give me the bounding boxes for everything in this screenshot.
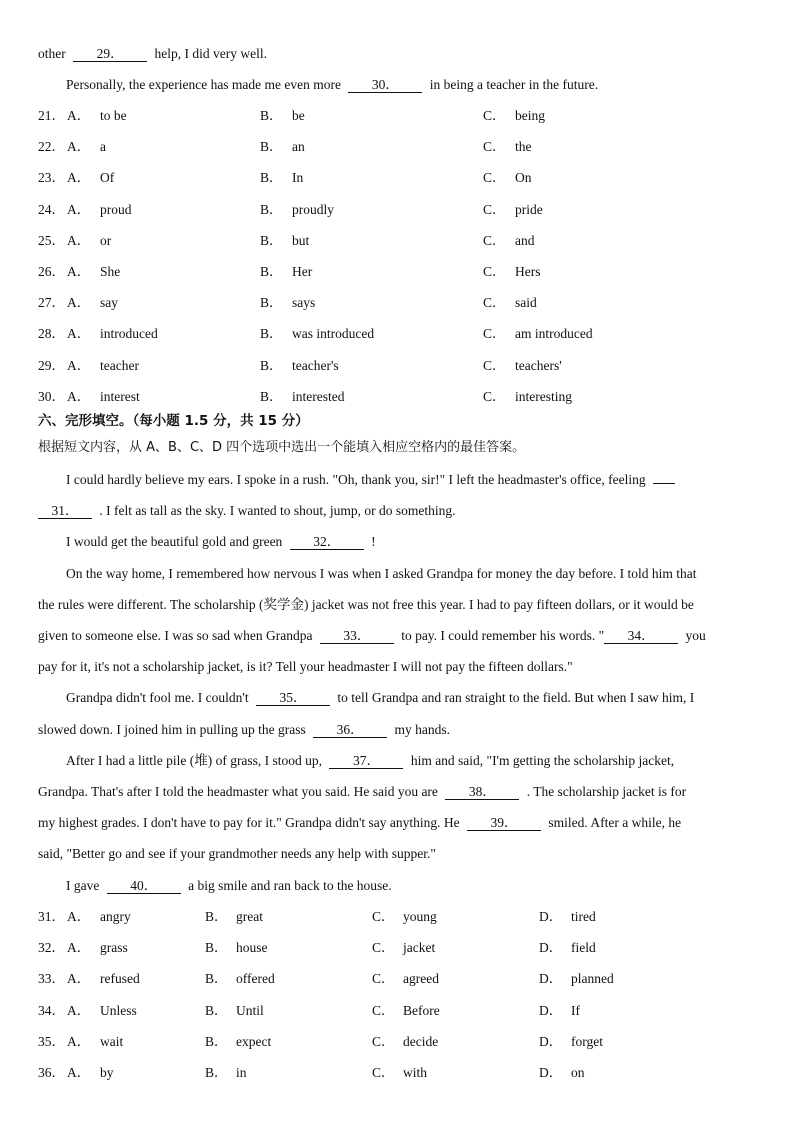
answer-blank-37: 37． — [329, 753, 403, 769]
option-a-text: interest — [100, 388, 140, 404]
passage-text: in being a teacher in the future. — [429, 77, 599, 92]
option-c-label: C． — [483, 108, 506, 123]
passage-line: said, "Better go and see if your grandmother needs any help with supper." — [38, 846, 436, 861]
passage-text: to pay. I could remember his words. " — [401, 628, 605, 643]
passage-text: After I had a little pile (堆) of grass, I stood up, — [66, 753, 323, 768]
question-number: 25． — [38, 232, 65, 248]
passage-text: slowed down. I joined him in pulling up the grass — [38, 722, 306, 737]
option-a-label: A． — [67, 170, 91, 186]
passage-line: pay for it, it's not a scholarship jacket, is it? Tell your headmaster I will not pay the fifteen dollars." — [38, 659, 573, 674]
option-c-text: teachers' — [515, 357, 562, 373]
option-a-label: A． — [67, 357, 91, 373]
option-c-text: with — [403, 1065, 428, 1080]
question-options-row — [38, 970, 758, 988]
option-c-label: C． — [372, 971, 395, 987]
question-number: 28． — [38, 326, 65, 342]
question-options-row — [38, 232, 758, 250]
option-c-label: C． — [483, 388, 506, 404]
option-c-label: C． — [483, 170, 506, 186]
option-a-label: A． — [67, 201, 91, 217]
option-b-text: interested — [292, 388, 345, 404]
passage-line — [66, 752, 754, 770]
option-b-label: B． — [205, 1002, 228, 1018]
option-c-text: jacket — [403, 940, 436, 956]
question-number: 24． — [38, 201, 65, 217]
option-d-text: If — [571, 1002, 580, 1018]
option-a-label: A． — [67, 108, 91, 123]
answer-blank-39: 39． — [467, 815, 541, 831]
option-a-label: A． — [67, 1065, 91, 1080]
question-number: 22． — [38, 139, 65, 155]
question-options-row — [38, 201, 758, 219]
option-c-label: C． — [483, 232, 506, 248]
question-options-row — [38, 325, 758, 343]
option-a-label: A． — [67, 264, 91, 279]
option-b-text: house — [236, 940, 268, 956]
passage-text: . The scholarship jacket is for — [526, 784, 687, 799]
option-b-label: B． — [260, 139, 283, 155]
answer-blank-32: 32． — [290, 534, 364, 550]
passage-line — [66, 471, 754, 489]
option-b-label: B． — [260, 357, 283, 373]
option-a-text: She — [100, 264, 121, 279]
answer-blank-34: 34． — [604, 628, 678, 644]
passage-line — [66, 76, 754, 94]
option-b-label: B． — [260, 295, 283, 311]
passage-text: him and said, "I'm getting the scholarship jacket, — [410, 753, 675, 768]
passage-text: my highest grades. I don't have to pay for it." Grandpa didn't say anything. He — [38, 815, 460, 830]
answer-blank-31: 31． — [38, 503, 92, 519]
option-a-label: A． — [67, 232, 91, 248]
option-c-text: On — [515, 170, 532, 186]
question-number: 31． — [38, 909, 65, 924]
option-b-text: offered — [236, 971, 275, 987]
option-c-text: said — [515, 295, 537, 311]
option-d-text: forget — [571, 1033, 603, 1049]
passage-line — [38, 502, 754, 520]
option-b-text: proudly — [292, 201, 334, 217]
passage-text: I gave — [66, 878, 100, 893]
option-c-text: pride — [515, 201, 543, 217]
passage-text: to tell Grandpa and ran straight to the field. But when I saw him, I — [337, 690, 695, 705]
question-number: 34． — [38, 1002, 65, 1018]
option-c-label: C． — [483, 295, 506, 311]
option-d-label: D． — [539, 1033, 563, 1049]
option-b-label: B． — [260, 232, 283, 248]
answer-blank-31-start — [653, 483, 675, 484]
option-a-text: grass — [100, 940, 128, 956]
answer-blank-29: 29． — [73, 46, 147, 62]
option-a-text: Of — [100, 170, 115, 186]
option-c-text: the — [515, 139, 532, 155]
option-b-text: but — [292, 232, 310, 248]
option-b-label: B． — [260, 170, 283, 186]
question-options-row — [38, 908, 758, 926]
option-b-text: says — [292, 295, 316, 311]
option-c-label: C． — [372, 1002, 395, 1018]
passage-text: Grandpa didn't fool me. I couldn't — [66, 690, 249, 705]
option-c-text: and — [515, 232, 535, 248]
question-number: 33． — [38, 971, 65, 987]
passage-text: smiled. After a while, he — [548, 815, 682, 830]
question-options-row — [38, 169, 758, 187]
option-d-label: D． — [539, 909, 563, 924]
option-b-label: B． — [205, 909, 228, 924]
question-number: 27． — [38, 295, 65, 311]
question-number: 30． — [38, 388, 65, 404]
passage-line — [38, 783, 754, 801]
passage-text: . I felt as tall as the sky. I wanted to shout, jump, or do something. — [99, 503, 456, 518]
option-a-text: refused — [100, 971, 140, 987]
answer-blank-33: 33． — [320, 628, 394, 644]
option-a-text: to be — [100, 108, 127, 123]
passage-text: Grandpa. That's after I told the headmaster what you said. He said you are — [38, 784, 438, 799]
option-c-label: C． — [483, 201, 506, 217]
question-options-row — [38, 388, 758, 406]
option-b-text: be — [292, 108, 305, 123]
passage-line: On the way home, I remembered how nervous I was when I asked Grandpa for money the day before. I told him that — [66, 566, 697, 581]
option-b-text: in — [236, 1065, 247, 1080]
option-d-label: D． — [539, 940, 563, 956]
option-d-text: planned — [571, 971, 614, 987]
passage-text: given to someone else. I was so sad when Grandpa — [38, 628, 313, 643]
option-c-text: young — [403, 909, 437, 924]
option-c-text: Before — [403, 1002, 440, 1018]
option-c-label: C． — [372, 1033, 395, 1049]
answer-blank-36: 36． — [313, 722, 387, 738]
question-options-row — [38, 1002, 758, 1020]
option-a-text: a — [100, 139, 106, 155]
option-a-text: or — [100, 232, 112, 248]
option-d-label: D． — [539, 971, 563, 987]
answer-blank-30: 30． — [348, 77, 422, 93]
passage-line — [38, 814, 754, 832]
option-b-label: B． — [260, 326, 283, 342]
option-c-label: C． — [372, 909, 395, 924]
option-d-text: tired — [571, 909, 596, 924]
question-number: 35． — [38, 1033, 65, 1049]
passage-text: I could hardly believe my ears. I spoke in a rush. "Oh, thank you, sir!" I left the headmaster's office, feeling — [66, 472, 646, 487]
option-a-text: Unless — [100, 1002, 137, 1018]
option-c-label: C． — [372, 1065, 395, 1080]
option-a-text: by — [100, 1065, 114, 1080]
option-a-text: say — [100, 295, 118, 311]
option-a-text: teacher — [100, 357, 139, 373]
option-a-label: A． — [67, 909, 91, 924]
option-b-text: expect — [236, 1033, 272, 1049]
option-a-label: A． — [67, 326, 91, 342]
option-b-label: B． — [260, 108, 283, 123]
passage-text: help, I did very well. — [154, 46, 267, 61]
passage-text: you — [685, 628, 706, 643]
passage-text: my hands. — [394, 722, 450, 737]
option-a-text: wait — [100, 1033, 124, 1049]
option-b-text: an — [292, 139, 305, 155]
question-options-row — [38, 357, 758, 375]
option-c-label: C． — [483, 357, 506, 373]
question-number: 23． — [38, 170, 65, 186]
option-a-label: A． — [67, 1002, 91, 1018]
option-b-label: B． — [260, 201, 283, 217]
passage-text: ! — [371, 534, 376, 549]
option-b-text: Until — [236, 1002, 264, 1018]
question-number: 21． — [38, 108, 65, 123]
option-c-label: C． — [372, 940, 395, 956]
section-instruction: 根据短文内容，从 A、B、C、D 四个选项中选出一个能填入相应空格内的最佳答案。 — [38, 440, 526, 455]
option-a-text: proud — [100, 201, 132, 217]
passage-line: the rules were different. The scholarship (奖学金) jacket was not free this year. I had to pay fifteen dollars, or it would be — [38, 597, 694, 612]
passage-text: other — [38, 46, 66, 61]
option-c-text: interesting — [515, 388, 572, 404]
answer-blank-38: 38． — [445, 784, 519, 800]
passage-line — [66, 689, 754, 707]
option-d-text: field — [571, 940, 596, 956]
passage-line — [66, 533, 754, 551]
option-c-text: am introduced — [515, 326, 593, 342]
question-number: 29． — [38, 357, 65, 373]
question-options-row — [38, 1064, 758, 1082]
option-a-label: A． — [67, 388, 91, 404]
option-b-label: B． — [205, 1065, 228, 1080]
option-b-text: In — [292, 170, 304, 186]
option-b-text: great — [236, 909, 263, 924]
question-options-row — [38, 294, 758, 312]
section-heading: 六、完形填空。（每小题 1.5 分，共 15 分） — [38, 413, 309, 429]
passage-line — [38, 627, 754, 645]
passage-line — [66, 877, 754, 895]
passage-line — [38, 721, 754, 739]
answer-blank-35: 35． — [256, 690, 330, 706]
question-options-row — [38, 107, 758, 125]
option-a-label: A． — [67, 295, 91, 311]
passage-text: a big smile and ran back to the house. — [188, 878, 392, 893]
option-b-text: Her — [292, 264, 313, 279]
option-c-label: C． — [483, 139, 506, 155]
option-d-label: D． — [539, 1002, 563, 1018]
question-options-row — [38, 263, 758, 281]
answer-blank-40: 40． — [107, 878, 181, 894]
option-a-label: A． — [67, 139, 91, 155]
option-b-label: B． — [260, 264, 283, 279]
option-a-text: introduced — [100, 326, 158, 342]
option-d-label: D． — [539, 1065, 563, 1080]
question-number: 26． — [38, 264, 65, 279]
question-number: 32． — [38, 940, 65, 956]
option-b-label: B． — [205, 971, 228, 987]
question-options-row — [38, 1033, 758, 1051]
option-b-text: was introduced — [292, 326, 375, 342]
question-options-row — [38, 138, 758, 156]
option-b-text: teacher's — [292, 357, 339, 373]
option-b-label: B． — [205, 1033, 228, 1049]
option-b-label: B． — [260, 388, 283, 404]
option-a-label: A． — [67, 940, 91, 956]
passage-text: I would get the beautiful gold and green — [66, 534, 283, 549]
option-c-text: agreed — [403, 971, 439, 987]
question-options-row — [38, 939, 758, 957]
option-c-label: C． — [483, 264, 506, 279]
option-a-label: A． — [67, 1033, 91, 1049]
passage-line — [38, 45, 754, 63]
option-c-label: C． — [483, 326, 506, 342]
option-d-text: on — [571, 1065, 585, 1080]
option-a-text: angry — [100, 909, 131, 924]
option-a-label: A． — [67, 971, 91, 987]
option-b-label: B． — [205, 940, 228, 956]
option-c-text: decide — [403, 1033, 439, 1049]
option-c-text: Hers — [515, 264, 541, 279]
option-c-text: being — [515, 108, 545, 123]
question-number: 36． — [38, 1065, 65, 1080]
passage-text: Personally, the experience has made me even more — [66, 77, 342, 92]
